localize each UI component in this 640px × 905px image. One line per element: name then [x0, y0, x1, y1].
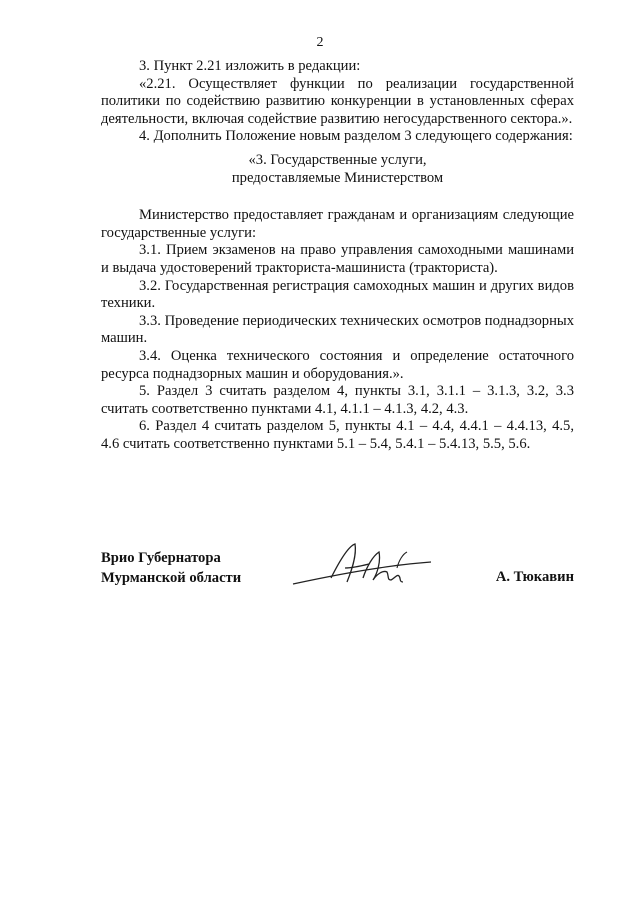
paragraph-item-6: 6. Раздел 4 считать разделом 5, пункты 4.1 – 4.4, 4.4.1 – 4.4.13, 4.5, 4.6 считать соответственно пунктами 5.1 – 5.4, 5.4.1 – 5.4.13, 5.5, 5.6.: [101, 418, 574, 452]
paragraph-item-4: 4. Дополнить Положение новым разделом 3 следующего содержания:: [139, 128, 573, 145]
section-heading: [101, 152, 574, 187]
paragraph-item-3: 3. Пункт 2.21 изложить в редакции:: [139, 58, 361, 74]
signatory-title-line2: Мурманской области: [101, 570, 242, 586]
signatory-title-line1: Врио Губернатора: [101, 550, 221, 566]
page-number: 2: [316, 35, 324, 50]
signature-block: [101, 548, 574, 598]
paragraph-3-1: 3.1. Прием экзаменов на право управления самоходными машинами и выдача удостоверений тракториста-машиниста (тракториста).: [101, 242, 574, 276]
document-body: [101, 58, 574, 453]
signatory-title: [101, 548, 241, 588]
section-heading-line2: предоставляемые Министерством: [231, 169, 444, 186]
signatory-name: А. Тюкавин: [495, 569, 574, 585]
paragraph-3-4: 3.4. Оценка технического состояния и определение остаточного ресурса поднадзорных машин и оборудования.».: [101, 347, 574, 382]
section-heading-line1: «3. Государственные услуги,: [248, 151, 427, 168]
paragraph-item-5: 5. Раздел 3 считать разделом 4, пункты 3.1, 3.1.1 – 3.1.3, 3.2, 3.3 считать соответственно пунктами 4.1, 4.1.1 – 4.1.3, 4.2, 4.3.: [101, 383, 574, 417]
handwritten-signature: [291, 538, 436, 598]
paragraph-3-2: 3.2. Государственная регистрация самоходных машин и других видов техники.: [101, 277, 574, 312]
paragraph-3-3: 3.3. Проведение периодических технических осмотров поднадзорных машин.: [101, 312, 574, 347]
paragraph-services-intro: Министерство предоставляет гражданам и организациям следующие государственные услуги:: [101, 207, 574, 241]
paragraph-2-21: «2.21. Осуществляет функции по реализации государственной политики по содействию развитию конкуренции в установленных сферах деятельности, включая содействие развитию негосударственного сектора.».: [101, 75, 574, 127]
